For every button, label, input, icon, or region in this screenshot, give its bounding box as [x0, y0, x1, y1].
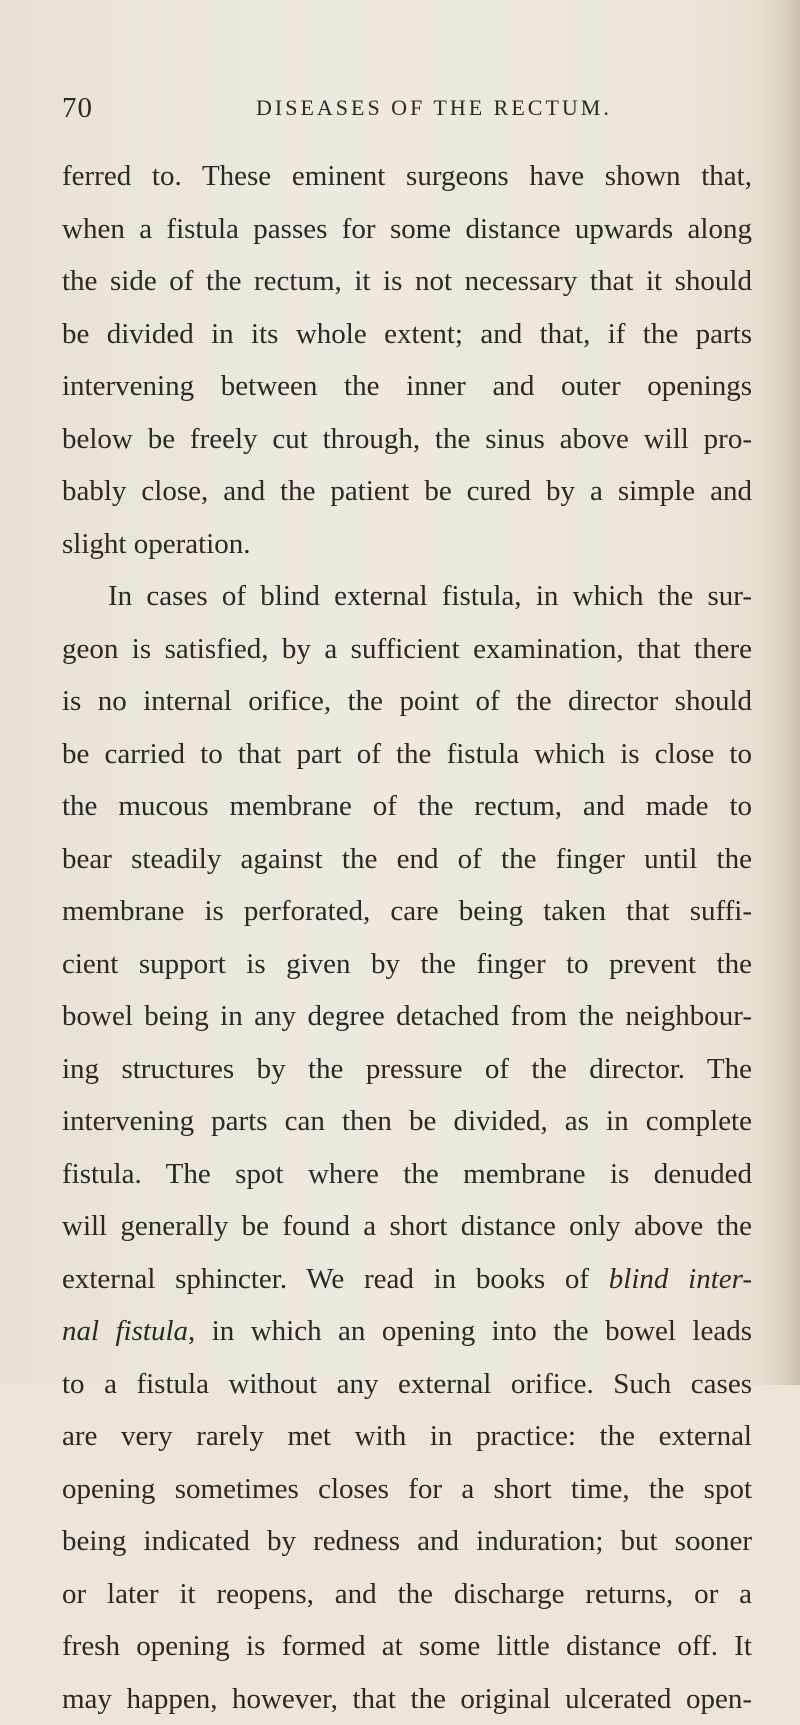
text-line: fresh opening is formed at some little distance off. It: [62, 1620, 752, 1673]
text-line: are very rarely met with in practice: the external: [62, 1410, 752, 1463]
paragraph-1: [62, 150, 752, 570]
text-line: intervening between the inner and outer openings: [62, 360, 752, 413]
text-line: or later it reopens, and the discharge returns, or a: [62, 1568, 752, 1621]
text-line: is no internal orifice, the point of the director should: [62, 675, 752, 728]
text-line: intervening parts can then be divided, as in complete: [62, 1095, 752, 1148]
text-line: to a fistula without any external orifice. Such cases: [62, 1358, 752, 1411]
body-text: [62, 150, 752, 1725]
text-line: cient support is given by the finger to prevent the: [62, 938, 752, 991]
text-line: geon is satisfied, by a sufficient examination, that there: [62, 623, 752, 676]
paragraph-2: [62, 570, 752, 1725]
text-line: will generally be found a short distance only above the: [62, 1200, 752, 1253]
text-line: membrane is perforated, care being taken that suffi-: [62, 885, 752, 938]
running-head-title: DISEASES OF THE RECTUM.: [256, 88, 612, 128]
text-line: the side of the rectum, it is not necessary that it should: [62, 255, 752, 308]
text-line: being indicated by redness and induration; but sooner: [62, 1515, 752, 1568]
text-line: when a fistula passes for some distance upwards along: [62, 203, 752, 256]
text-line: ferred to. These eminent surgeons have shown that,: [62, 150, 752, 203]
page-number: 70: [62, 88, 93, 128]
text-line: bear steadily against the end of the finger until the: [62, 833, 752, 886]
text-line: fistula. The spot where the membrane is denuded: [62, 1148, 752, 1201]
page-gutter-shadow: [762, 0, 800, 1385]
text-line: be carried to that part of the fistula which is close to: [62, 728, 752, 781]
text-line: bably close, and the patient be cured by a simple and: [62, 465, 752, 518]
text-line: the mucous membrane of the rectum, and made to: [62, 780, 752, 833]
text-line: nal fistula, in which an opening into the bowel leads: [62, 1305, 752, 1358]
text-line: external sphincter. We read in books of blind inter-: [62, 1253, 752, 1306]
text-line: opening sometimes closes for a short time, the spot: [62, 1463, 752, 1516]
text-line: ing structures by the pressure of the director. The: [62, 1043, 752, 1096]
text-line: below be freely cut through, the sinus above will pro-: [62, 413, 752, 466]
text-line: In cases of blind external fistula, in which the sur-: [62, 570, 752, 623]
running-head: [62, 88, 752, 128]
text-line: bowel being in any degree detached from the neighbour-: [62, 990, 752, 1043]
text-line: slight operation.: [62, 518, 752, 571]
text-line: be divided in its whole extent; and that, if the parts: [62, 308, 752, 361]
text-line: may happen, however, that the original ulcerated open-: [62, 1673, 752, 1725]
